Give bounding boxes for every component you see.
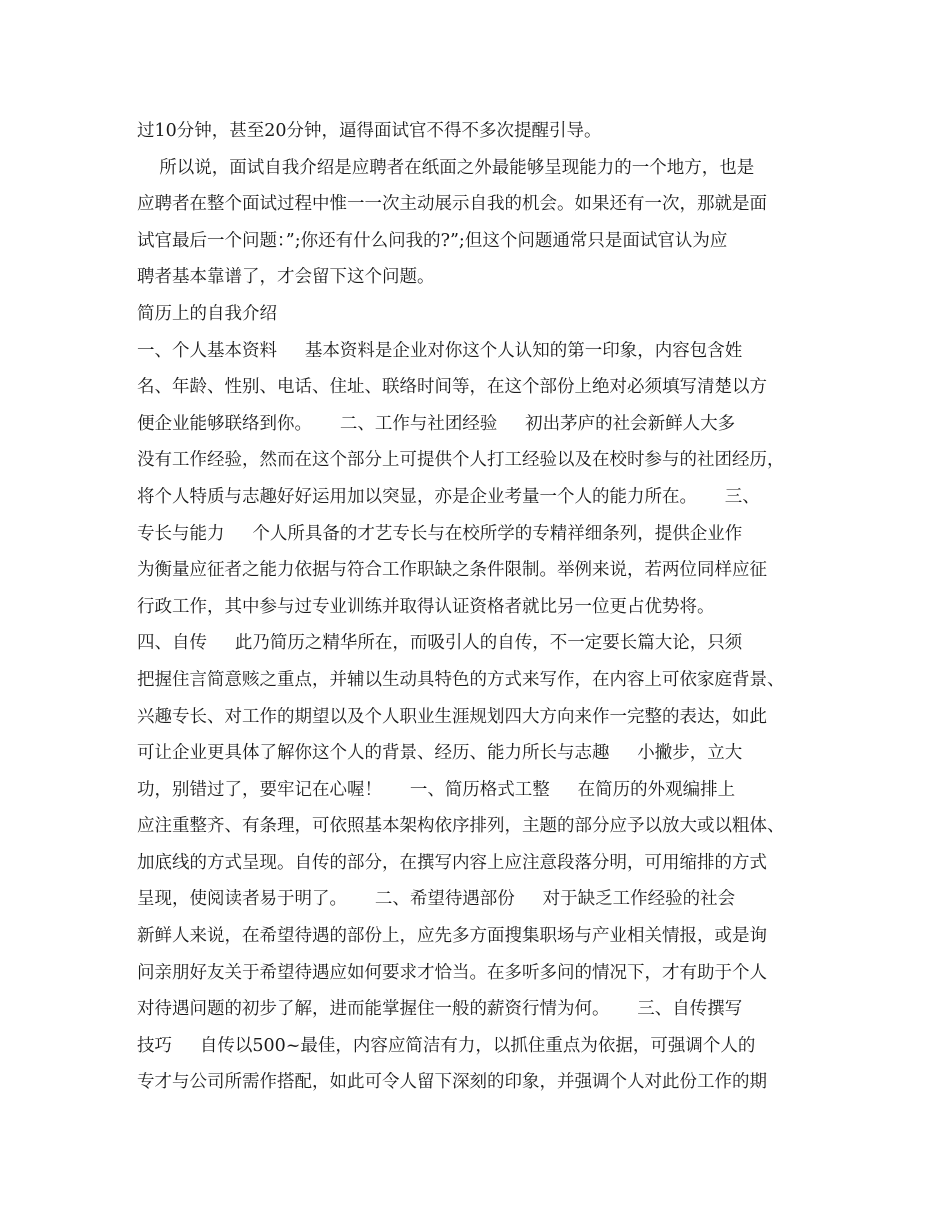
- text-line: 便企业能够联络到你。 二、工作与社团经验 初出茅庐的社会新鲜人大多: [137, 413, 736, 434]
- text-line: 技巧 自传以500~最佳，内容应简洁有力，以抓住重点为依据，可强调个人的: [137, 1035, 756, 1056]
- text-line: 兴趣专长、对工作的期望以及个人职业生涯规划四大方向来作一完整的表达，如此: [137, 706, 767, 727]
- text-line: 对待遇问题的初步了解，进而能掌握住一般的薪资行情为何。 三、自传撰写: [137, 999, 743, 1020]
- text-line: 名、年龄、性别、电话、住址、联络时间等，在这个部份上绝对必须填写清楚以方: [137, 377, 767, 398]
- text-line: 为衡量应征者之能力依据与符合工作职缺之条件限制。举例来说，若两位同样应征: [137, 560, 767, 581]
- text-line: 没有工作经验，然而在这个部分上可提供个人打工经验以及在校时参与的社团经历，: [137, 450, 785, 471]
- text-line: 应注重整齐、有条理，可依照基本架构依序排列，主题的部分应予以放大或以粗体、: [137, 816, 785, 837]
- text-line: 一、个人基本资料 基本资料是企业对你这个人认知的第一印象，内容包含姓: [137, 340, 743, 361]
- text-line: 四、自传 此乃简历之精华所在，而吸引人的自传，不一定要长篇大论，只须: [137, 633, 743, 654]
- text-line: 专才与公司所需作搭配，如此可令人留下深刻的印象，并强调个人对此份工作的期: [137, 1072, 767, 1093]
- text-line: 加底线的方式呈现。自传的部分，在撰写内容上应注意段落分明，可用缩排的方式: [137, 852, 767, 873]
- text-line: 可让企业更具体了解你这个人的背景、经历、能力所长与志趣 小撇步，立大: [137, 743, 743, 764]
- document-body: [137, 113, 827, 1101]
- section-heading: 简历上的自我介绍: [137, 303, 277, 324]
- text-line: 过10分钟，甚至20分钟，逼得面试官不得不多次提醒引导。: [137, 121, 602, 141]
- text-line: 行政工作，其中参与过专业训练并取得认证资格者就比另一位更占优势将。: [137, 596, 715, 617]
- text-line: 功，别错过了，要牢记在心喔！ 一、简历格式工整 在简历的外观编排上: [137, 779, 736, 800]
- text-line: 问亲朋好友关于希望待遇应如何要求才恰当。在多听多问的情况下，才有助于个人: [137, 962, 767, 983]
- text-line: 所以说，面试自我介绍是应聘者在纸面之外最能够呈现能力的一个地方，也是: [137, 157, 755, 178]
- text-line: 呈现，使阅读者易于明了。 二、希望待遇部份 对于缺乏工作经验的社会: [137, 889, 736, 910]
- text-line: 将个人特质与志趣好好运用加以突显，亦是企业考量一个人的能力所在。 三、: [137, 486, 760, 507]
- text-line: 聘者基本靠谱了，才会留下这个问题。: [137, 267, 435, 288]
- text-line: 试官最后一个问题：”;你还有什么问我的?”;但这个问题通常只是面试官认为应: [137, 230, 728, 251]
- text-line: 应聘者在整个面试过程中惟一一次主动展示自我的机会。如果还有一次，那就是面: [137, 194, 767, 215]
- text-line: 把握住言简意赅之重点，并辅以生动具特色的方式来写作，在内容上可依家庭背景、: [137, 669, 785, 690]
- text-line: 专长与能力 个人所具备的才艺专长与在校所学的专精祥细条列，提供企业作: [137, 523, 743, 544]
- text-line: 新鲜人来说，在希望待遇的部份上，应先多方面搜集职场与产业相关情报，或是询: [137, 926, 767, 947]
